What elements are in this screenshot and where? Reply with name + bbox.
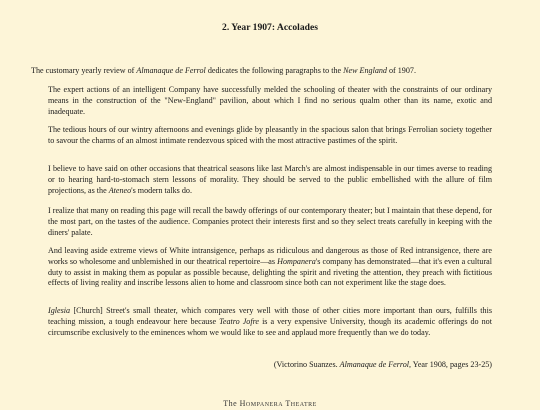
intro-paragraph [31,66,501,76]
quote-paragraph-4: I realize that many on reading this page will recall the bawdy offerings of our contemporary theater; but I maintain that these depend, for the most part, on the tastes of the audience. Companies protect their interests first and so they select treats carefully in keeping with the diners' palate. [48,206,492,237]
quote-emphasis: Ateneo [108,185,132,195]
footer-smallcaps: OMPANERA [245,402,284,408]
footer-initial: H [239,399,246,408]
quote-emphasis: Iglesia [48,306,71,315]
footer-smallcaps: HEATRE [290,402,317,408]
quote-paragraph-5 [48,246,492,289]
intro-text: dedicates the following paragraphs to the [205,66,344,75]
intro-text: of 1907. [386,66,416,75]
footer-initial: T [285,399,291,408]
quote-text: is a very expensive University, though its academic offerings do not circumscribe exclusively to the eminences whom we would like to see and applaud more frequently than we do today. [48,316,492,337]
quote-text: I believe to have said on other occasions that theatrical seasons like last March's are almost indispensable in our times averse to reading or to hearing hard-to-stomach stern lessons of morality. They should be served to the public embellished with the allure of film projections, as the [48,164,492,195]
quote-emphasis: Hompanera [277,256,316,266]
quote-paragraph-1: The expert actions of an intelligent Company have successfully melded the schooling of theater with the constraints of our ordinary means in the construction of the "New-England" pavilion, about which I find no serious qualm other than its name, exotic and inadequate. [48,85,492,116]
quote-paragraph-6 [48,306,492,338]
quote-emphasis: Teatro Jofre [219,316,260,326]
section-heading: 2. Year 1907: Accolades [222,22,318,33]
intro-newspaper-title: New England [343,66,387,75]
citation-text: (Victorino Suanzes. [273,360,340,369]
quote-paragraph-3 [48,164,492,196]
footer-word: The [223,399,240,408]
quote-text: 's modern talks do. [131,185,192,195]
quote-text: And leaving aside extreme views of White intransigence, perhaps as ridiculous and dangerous as those of Red intransigence, there are works so wholesome and unblemished in our theatrical repertoire—as [48,246,492,266]
intro-source-title: Almanaque de Ferrol [136,66,206,75]
quote-text: 's company has demonstrated—that it's even a cultural duty to assist in making them as popular as possible because, delighting the spirit and riveting the attention, they preach with fictitious effects of living reality and inscribe lessons alien to home and classroom since both can not experiment like the stage does. [48,256,492,288]
quote-text: [Church] Street's small theater, which compares very well with those of other cities more important than ours, fulfills this teaching mission, a tough endeavour here because [48,306,492,326]
citation-text: , Year 1908, pages 23-25) [409,360,492,369]
citation [274,360,492,370]
intro-text: The customary yearly review of [31,66,137,75]
citation-source-title: Almanaque de Ferrol [339,360,410,369]
quote-paragraph-2: The tedious hours of our wintry afternoons and evenings glide by pleasantly in the spacious salon that brings Ferrolian society together to savour the charms of an almost intimate rendezvous spiced with the most attractive pastimes of the spirit. [48,125,492,145]
